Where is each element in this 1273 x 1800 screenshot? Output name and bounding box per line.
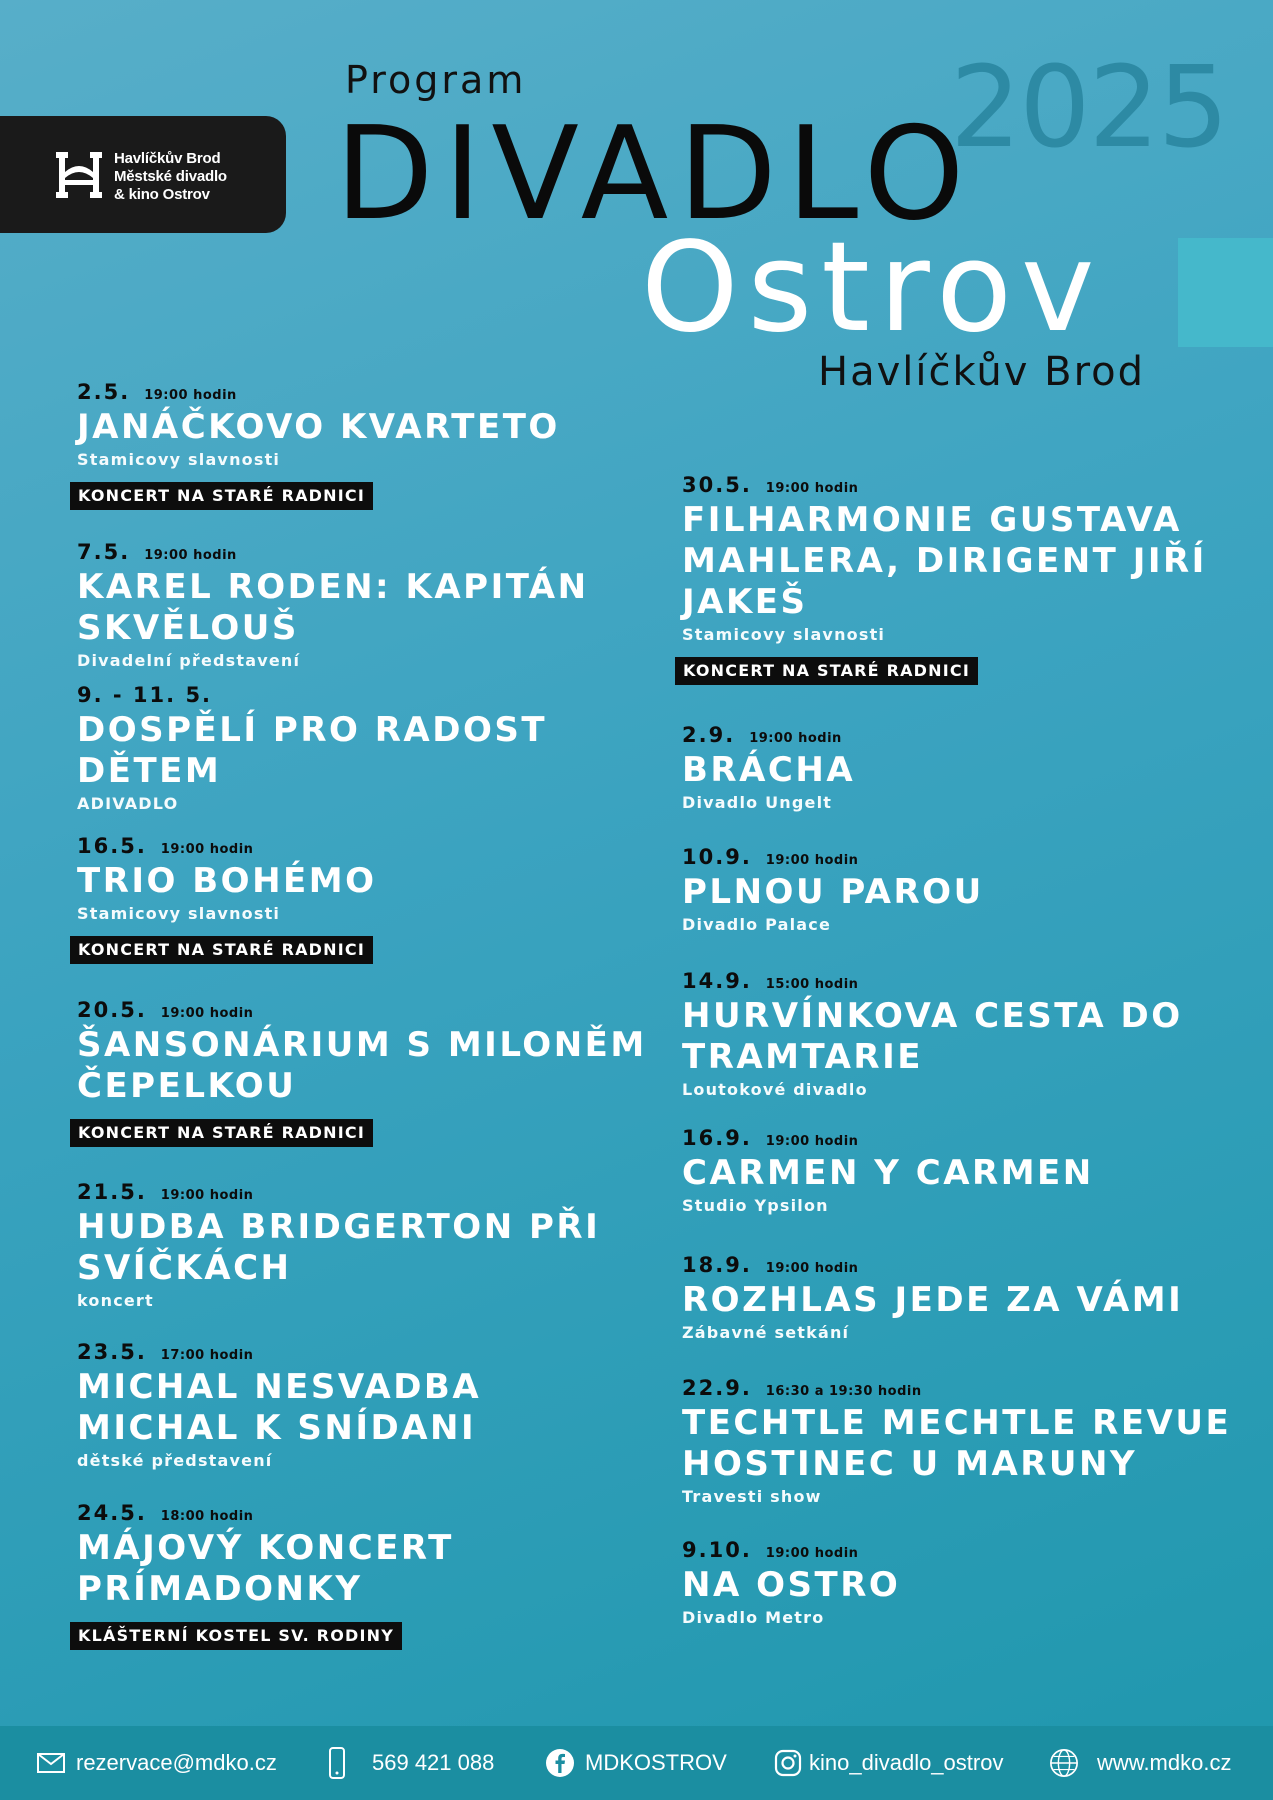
event-date: 10.9.	[682, 845, 752, 869]
event-item	[77, 682, 637, 814]
event-date: 22.9.	[682, 1376, 752, 1400]
instagram-link[interactable]: kino_divadlo_ostrov	[809, 1750, 1004, 1775]
event-time: 19:00 hodin	[765, 1261, 859, 1276]
event-time: 16:30 a 19:30 hodin	[765, 1384, 922, 1399]
event-title: MÁJOVÝ KONCERT PRÍMADONKY	[77, 1528, 454, 1609]
event-subtitle: Stamicovy slavnosti	[77, 904, 281, 923]
event-item	[682, 844, 1242, 935]
event-date: 16.9.	[682, 1126, 752, 1150]
event-subtitle: ADIVADLO	[77, 794, 179, 813]
event-date: 7.5.	[77, 540, 131, 564]
event-title: DOSPĚLÍ PRO RADOST DĚTEM	[77, 710, 548, 791]
event-title: KAREL RODEN: KAPITÁN SKVĚLOUŠ	[77, 567, 589, 648]
event-item	[77, 833, 637, 964]
event-time: 19:00 hodin	[160, 1188, 254, 1203]
event-item	[77, 1500, 637, 1650]
event-title: TECHTLE MECHTLE REVUE HOSTINEC U MARUNY	[682, 1403, 1232, 1484]
event-date: 21.5.	[77, 1180, 147, 1204]
logo-mark-icon	[54, 152, 104, 198]
event-subtitle: Stamicovy slavnosti	[77, 450, 281, 469]
event-subtitle: Travesti show	[682, 1487, 822, 1506]
event-item	[682, 1252, 1242, 1343]
city-name: Havlíčkův Brod	[818, 349, 1146, 395]
venue-title: Ostrov	[641, 216, 1104, 360]
event-item	[77, 379, 637, 510]
event-item	[682, 472, 1242, 685]
event-date: 30.5.	[682, 473, 752, 497]
event-title: NA OSTRO	[682, 1565, 901, 1605]
footer-phone[interactable]	[322, 1726, 494, 1800]
event-title: PLNOU PAROU	[682, 872, 984, 912]
event-title: ROZHLAS JEDE ZA VÁMI	[682, 1280, 1184, 1320]
event-item	[77, 1179, 637, 1311]
event-time: 15:00 hodin	[765, 977, 859, 992]
event-title: MICHAL NESVADBA MICHAL K SNÍDANI	[77, 1367, 482, 1448]
event-time: 19:00 hodin	[144, 548, 237, 563]
event-date: 14.9.	[682, 969, 752, 993]
event-time: 19:00 hodin	[765, 853, 859, 868]
facebook-icon	[545, 1748, 575, 1778]
email-link[interactable]: rezervace@mdko.cz	[76, 1750, 277, 1775]
facebook-link[interactable]: MDKOSTROV	[585, 1750, 727, 1775]
website-link[interactable]: www.mdko.cz	[1097, 1750, 1232, 1775]
event-subtitle: Stamicovy slavnosti	[682, 625, 886, 644]
phone-number[interactable]: 569 421 088	[372, 1750, 495, 1775]
event-item	[682, 1375, 1262, 1507]
event-venue-badge: KONCERT NA STARÉ RADNICI	[70, 936, 373, 964]
event-subtitle: Zábavné setkání	[682, 1323, 850, 1342]
event-date: 24.5.	[77, 1501, 147, 1525]
logo-text	[114, 150, 227, 204]
footer-email[interactable]	[36, 1726, 277, 1800]
event-title: CARMEN Y CARMEN	[682, 1153, 1094, 1193]
event-venue-badge: KONCERT NA STARÉ RADNICI	[70, 1119, 373, 1147]
envelope-icon	[36, 1748, 66, 1778]
event-subtitle: dětské představení	[77, 1451, 273, 1470]
globe-icon	[1049, 1748, 1079, 1778]
event-time: 17:00 hodin	[160, 1348, 254, 1363]
event-item	[682, 1537, 1242, 1628]
event-title: BRÁCHA	[682, 750, 856, 790]
event-venue-badge: KLÁŠTERNÍ KOSTEL SV. RODINY	[70, 1622, 402, 1650]
page-title: DIVADLO	[335, 100, 975, 249]
event-time: 19:00 hodin	[160, 842, 254, 857]
event-title: HUDBA BRIDGERTON PŘI SVÍČKÁCH	[77, 1207, 601, 1288]
event-time: 19:00 hodin	[144, 388, 237, 403]
event-date: 2.9.	[682, 723, 736, 747]
year: 2025	[950, 43, 1228, 173]
footer-web[interactable]	[1049, 1726, 1231, 1800]
event-date: 18.9.	[682, 1253, 752, 1277]
event-item	[682, 722, 1242, 813]
event-subtitle: koncert	[77, 1291, 154, 1310]
event-date: 20.5.	[77, 998, 147, 1022]
event-time: 19:00 hodin	[765, 1546, 859, 1561]
event-subtitle: Loutokové divadlo	[682, 1080, 868, 1099]
logo-line-2: Městské divadlo	[114, 168, 227, 185]
event-time: 19:00 hodin	[765, 481, 859, 496]
event-item	[77, 997, 677, 1147]
accent-square	[1178, 238, 1273, 347]
event-item	[682, 1125, 1242, 1216]
event-title: HURVÍNKOVA CESTA DO TRAMTARIE	[682, 996, 1183, 1077]
event-item	[77, 1339, 637, 1471]
logo-line-3: & kino Ostrov	[114, 186, 210, 203]
event-date: 9.10.	[682, 1538, 752, 1562]
event-venue-badge: KONCERT NA STARÉ RADNICI	[70, 482, 373, 510]
event-item	[682, 968, 1242, 1100]
logo-box	[0, 116, 286, 233]
footer-contact-bar	[0, 1726, 1273, 1800]
event-subtitle: Studio Ypsilon	[682, 1196, 829, 1215]
logo-line-1: Havlíčkův Brod	[114, 150, 221, 167]
event-subtitle: Divadelní představení	[77, 651, 301, 670]
instagram-icon	[773, 1748, 803, 1778]
event-date: 16.5.	[77, 834, 147, 858]
event-title: TRIO BOHÉMO	[77, 861, 377, 901]
event-date: 2.5.	[77, 380, 131, 404]
event-date: 9. - 11. 5.	[77, 683, 213, 707]
event-title: JANÁČKOVO KVARTETO	[77, 407, 560, 447]
event-title: FILHARMONIE GUSTAVA MAHLERA, DIRIGENT JIŘÍ JAKEŠ	[682, 500, 1207, 622]
event-subtitle: Divadlo Palace	[682, 915, 832, 934]
phone-icon	[322, 1748, 352, 1778]
event-title: ŠANSONÁRIUM S MILONĚM ČEPELKOU	[77, 1025, 647, 1106]
event-time: 19:00 hodin	[160, 1006, 254, 1021]
footer-instagram[interactable]	[773, 1726, 1003, 1800]
event-time: 19:00 hodin	[749, 731, 842, 746]
event-date: 23.5.	[77, 1340, 147, 1364]
event-venue-badge: KONCERT NA STARÉ RADNICI	[675, 657, 978, 685]
event-subtitle: Divadlo Ungelt	[682, 793, 833, 812]
event-item	[77, 539, 637, 671]
event-time: 19:00 hodin	[765, 1134, 859, 1149]
program-label: Program	[345, 58, 527, 102]
event-time: 18:00 hodin	[160, 1509, 254, 1524]
event-subtitle: Divadlo Metro	[682, 1608, 825, 1627]
footer-facebook[interactable]	[545, 1726, 727, 1800]
